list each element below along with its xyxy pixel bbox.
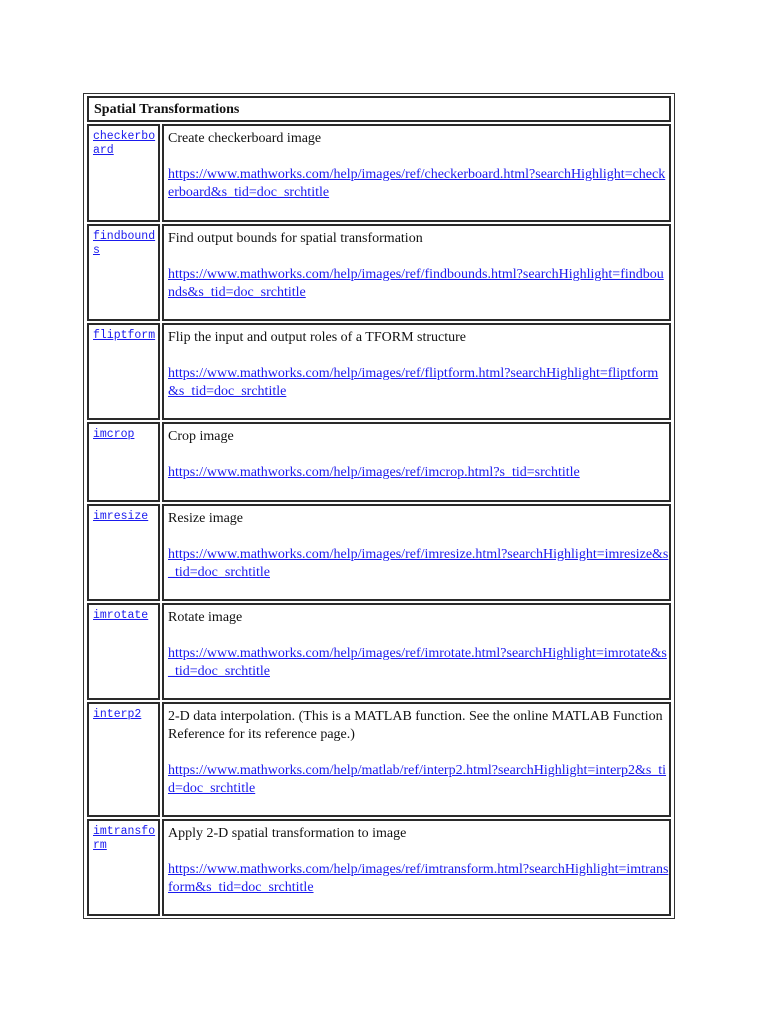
description-text: Crop image — [168, 429, 234, 444]
description-cell — [162, 819, 671, 916]
description-text: Rotate image — [168, 610, 243, 625]
description-text: 2-D data interpolation. (This is a MATLAB function. See the online MATLAB Function Reference for its reference page.) — [168, 709, 663, 742]
doc-url-link[interactable]: https://www.mathworks.com/help/images/ref/imresize.html?searchHighlight=imresize&s_tid=doc_srchtitle — [168, 547, 669, 580]
doc-url-link[interactable]: https://www.mathworks.com/help/matlab/ref/interp2.html?searchHighlight=interp2&s_tid=doc_srchtitle — [168, 763, 667, 796]
doc-url-link[interactable]: https://www.mathworks.com/help/images/ref/imtransform.html?searchHighlight=imtransform&s_tid=doc_srchtitle — [168, 862, 669, 895]
doc-url-link[interactable]: https://www.mathworks.com/help/images/ref/findbounds.html?searchHighlight=findbounds&s_tid=doc_srchtitle — [168, 267, 664, 300]
description-text: Apply 2-D spatial transformation to image — [168, 826, 407, 841]
function-cell — [87, 323, 160, 420]
function-cell — [87, 124, 160, 222]
description-cell — [162, 323, 671, 420]
description-cell — [162, 603, 671, 700]
function-link-imresize[interactable]: imresize — [93, 510, 149, 523]
function-cell — [87, 504, 160, 601]
doc-url-link[interactable]: https://www.mathworks.com/help/images/ref/fliptform.html?searchHighlight=fliptform&s_tid=doc_srchtitle — [168, 366, 659, 399]
doc-url-link[interactable]: https://www.mathworks.com/help/images/ref/imcrop.html?s_tid=srchtitle — [168, 465, 580, 480]
function-link-interp2[interactable]: interp2 — [93, 708, 142, 721]
description-cell — [162, 224, 671, 321]
function-cell — [87, 819, 160, 916]
doc-url-link[interactable]: https://www.mathworks.com/help/images/ref/checkerboard.html?searchHighlight=checkerboard&s_tid=doc_srchtitle — [168, 167, 666, 200]
function-link-imrotate[interactable]: imrotate — [93, 609, 149, 622]
spatial-transformations-table — [83, 93, 675, 919]
function-cell — [87, 603, 160, 700]
function-link-imtransform[interactable]: imtransform — [93, 825, 156, 852]
description-text: Create checkerboard image — [168, 131, 322, 146]
description-text: Find output bounds for spatial transformation — [168, 231, 423, 246]
description-cell — [162, 124, 671, 222]
function-link-checkerboard[interactable]: checkerboard — [93, 130, 156, 157]
function-link-imcrop[interactable]: imcrop — [93, 428, 135, 441]
function-cell — [87, 422, 160, 502]
description-text: Resize image — [168, 511, 244, 526]
function-cell — [87, 702, 160, 817]
description-cell — [162, 504, 671, 601]
description-cell — [162, 702, 671, 817]
function-cell — [87, 224, 160, 321]
doc-url-link[interactable]: https://www.mathworks.com/help/images/ref/imrotate.html?searchHighlight=imrotate&s_tid=doc_srchtitle — [168, 646, 667, 679]
table-header: Spatial Transformations — [87, 96, 671, 122]
function-link-fliptform[interactable]: fliptform — [93, 329, 156, 342]
function-link-findbounds[interactable]: findbounds — [93, 230, 156, 257]
description-text: Flip the input and output roles of a TFORM structure — [168, 330, 466, 345]
description-cell — [162, 422, 671, 502]
